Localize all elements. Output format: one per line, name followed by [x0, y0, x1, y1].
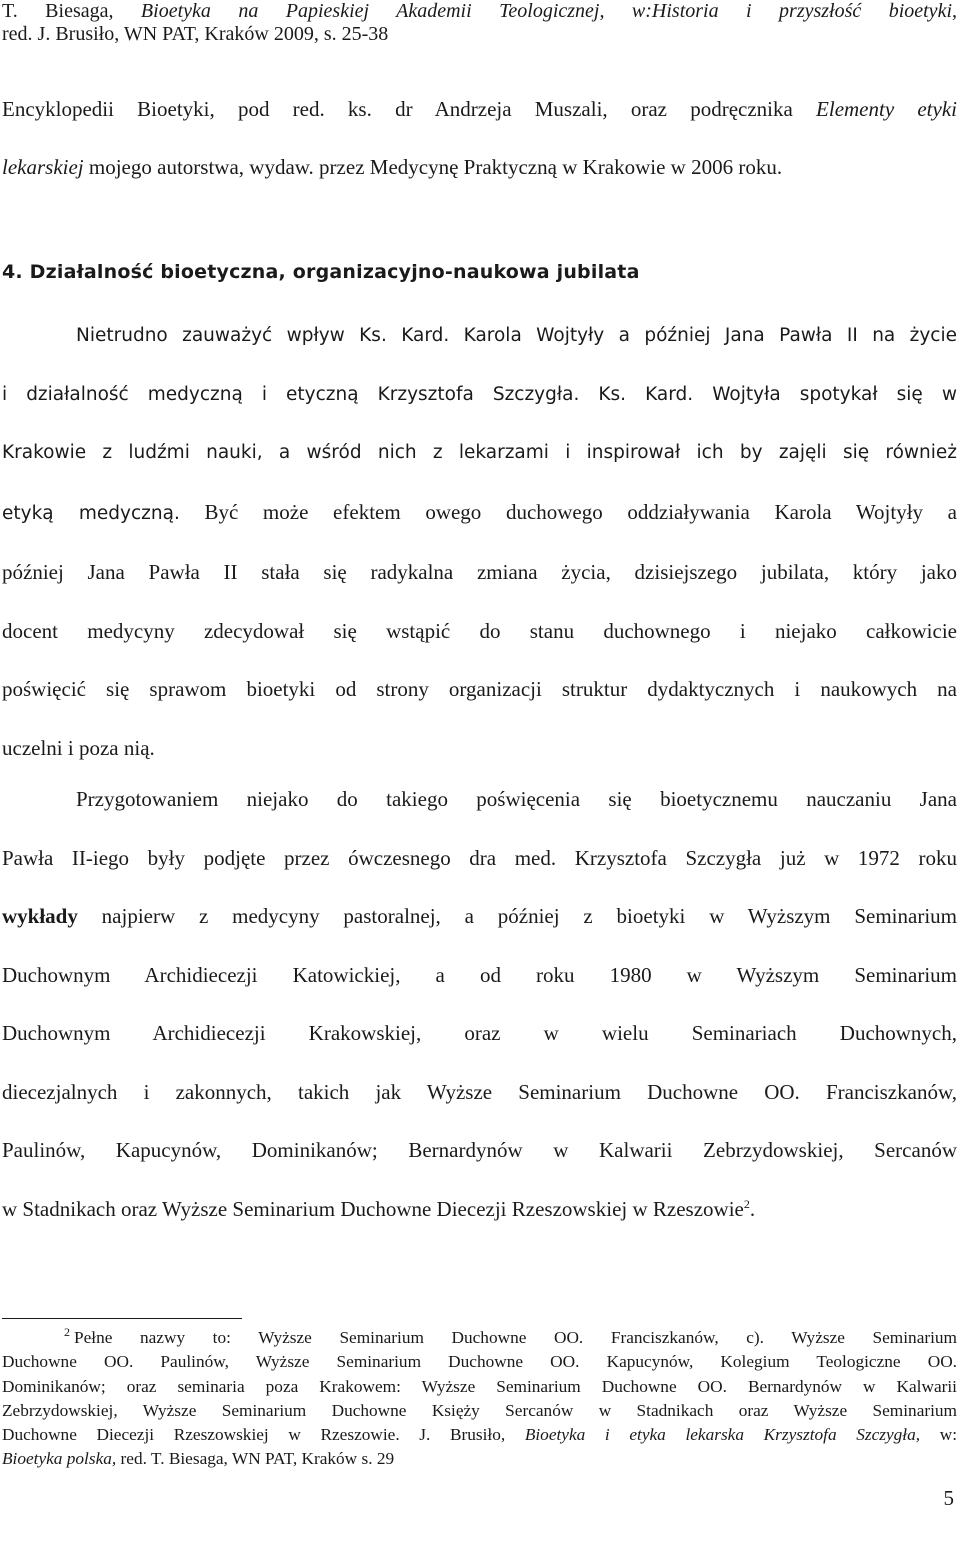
body-line [2, 770, 957, 829]
book-title: Elementy etyki [816, 97, 957, 121]
body-text-span: Nietrudno zauważyć wpływ Ks. Kard. Karola Wojtyły a później Jana Pawła II na życie [76, 325, 957, 346]
reference-paragraph [2, 0, 957, 46]
body-paragraph [2, 770, 957, 1238]
body-line: docent medycyny zdecydował się wstąpić do stanu duchownego i niejako całkowicie [2, 618, 957, 643]
section-heading: 4. Działalność bioetyczna, organizacyjno-naukowa jubilata [2, 261, 640, 283]
footnote-text: Duchowne Diecezji Rzeszowskiej w Rzeszowie. J. Brusiło, [2, 1425, 525, 1445]
body-line: Duchownym Archidiecezji Katowickiej, a od roku 1980 w Wyższym Seminarium [2, 962, 957, 987]
body-line [2, 305, 957, 366]
body-text-span: w Stadnikach oraz Wyższe Seminarium Duchowne Diecezji Rzeszowskiej w Rzeszowie [2, 1196, 744, 1221]
body-line: później Jana Pawła II stała się radykalna zmiana życia, dzisiejszego jubilata, który jako [2, 560, 957, 584]
body-line [2, 138, 957, 196]
body-line [2, 80, 957, 138]
footnote-text: Pełne nazwy to: Wyższe Seminarium Duchowne OO. Franciszkanów, c). Wyższe Seminarium [74, 1328, 957, 1347]
body-text-span: etyką medyczną. [2, 502, 180, 524]
footnote-line [2, 1423, 957, 1447]
body-line [2, 483, 957, 544]
body-line: Krakowie z ludźmi nauki, a wśród nich z lekarzami i inspirował ich by zajęli się również [2, 442, 957, 463]
footnote-line: Duchowne OO. Paulinów, Wyższe Seminarium Duchowne OO. Kapucynów, Kolegium Teologiczne OO. [2, 1352, 957, 1372]
footnote-line: Zebrzydowskiej, Wyższe Seminarium Duchowne Księży Sercanów w Stadnikach oraz Wyższe Seminarium [2, 1400, 957, 1420]
footnote-marker: 2 [64, 1325, 70, 1340]
footnote-text: w: [920, 1425, 957, 1445]
footnote-line [2, 1326, 957, 1350]
page-number: 5 [943, 1486, 954, 1510]
book-title: lekarskiej [2, 155, 84, 179]
reference-line: red. J. Brusiło, WN PAT, Kraków 2009, s. 25-38 [2, 23, 389, 45]
body-line: i działalność medyczną i etyczną Krzysztofa Szczygła. Ks. Kard. Wojtyła spotykał się w [2, 383, 957, 405]
reference-title: Bioetyka na Papieskiej Akademii Teologicznej, w:Historia i przyszłość bioetyki, [140, 0, 957, 22]
body-text-span: mojego autorstwa, wydaw. przez Medycynę Praktyczną w Krakowie w 2006 roku. [83, 155, 783, 179]
footnote [2, 1326, 957, 1472]
emphasis-bold: wykłady [2, 904, 78, 928]
footnote-line: Dominikanów; oraz seminaria poza Krakowem: Wyższe Seminarium Duchowne OO. Bernardynów w Kalwarii [2, 1376, 957, 1396]
body-line: uczelni i poza nią. [2, 735, 155, 760]
body-line [2, 1180, 957, 1239]
body-line: Pawła II-iego były podjęte przez ówczesnego dra med. Krzysztofa Szczygła już w 1972 roku [2, 845, 957, 870]
body-line: poświęcić się sprawom bioetyki od strony organizacji struktur dydaktycznych i naukowych na [2, 677, 957, 701]
body-text-span: Być może efektem owego duchowego oddziaływania Karola Wojtyły a [179, 499, 957, 524]
cited-title: Bioetyka i etyka lekarska Krzysztofa Szczygła, [524, 1425, 921, 1445]
reference-author: T. Biesaga, [2, 0, 141, 22]
footnote-separator [2, 1318, 242, 1319]
body-line: diecezjalnych i zakonnych, takich jak Wyższe Seminarium Duchowne OO. Franciszkanów, [2, 1079, 957, 1104]
body-text-span: najpierw z medycyny pastoralnej, a później z bioetyki w Wyższym Seminarium [77, 904, 957, 928]
body-paragraph-continuation [2, 80, 957, 196]
footnote-reference: 2 [743, 1196, 750, 1211]
body-text-span: Encyklopedii Bioetyki, pod red. ks. dr Andrzeja Muszali, oraz podręcznika [2, 97, 817, 121]
body-line: Duchownym Archidiecezji Krakowskiej, oraz w wielu Seminariach Duchownych, [2, 1021, 957, 1045]
footnote-line [2, 1447, 957, 1471]
reference-line [2, 0, 957, 23]
body-line: Paulinów, Kapucynów, Dominikanów; Bernardynów w Kalwarii Zebrzydowskiej, Sercanów [2, 1138, 957, 1162]
footnote-text: red. T. Biesaga, WN PAT, Kraków s. 29 [116, 1449, 395, 1469]
body-line [2, 887, 957, 946]
body-text-span: Przygotowaniem niejako do takiego poświęcenia się bioetycznemu nauczaniu Jana [76, 787, 957, 811]
cited-title: Bioetyka polska, [2, 1449, 117, 1469]
body-text-span: . [749, 1196, 756, 1221]
body-paragraph [2, 305, 957, 777]
